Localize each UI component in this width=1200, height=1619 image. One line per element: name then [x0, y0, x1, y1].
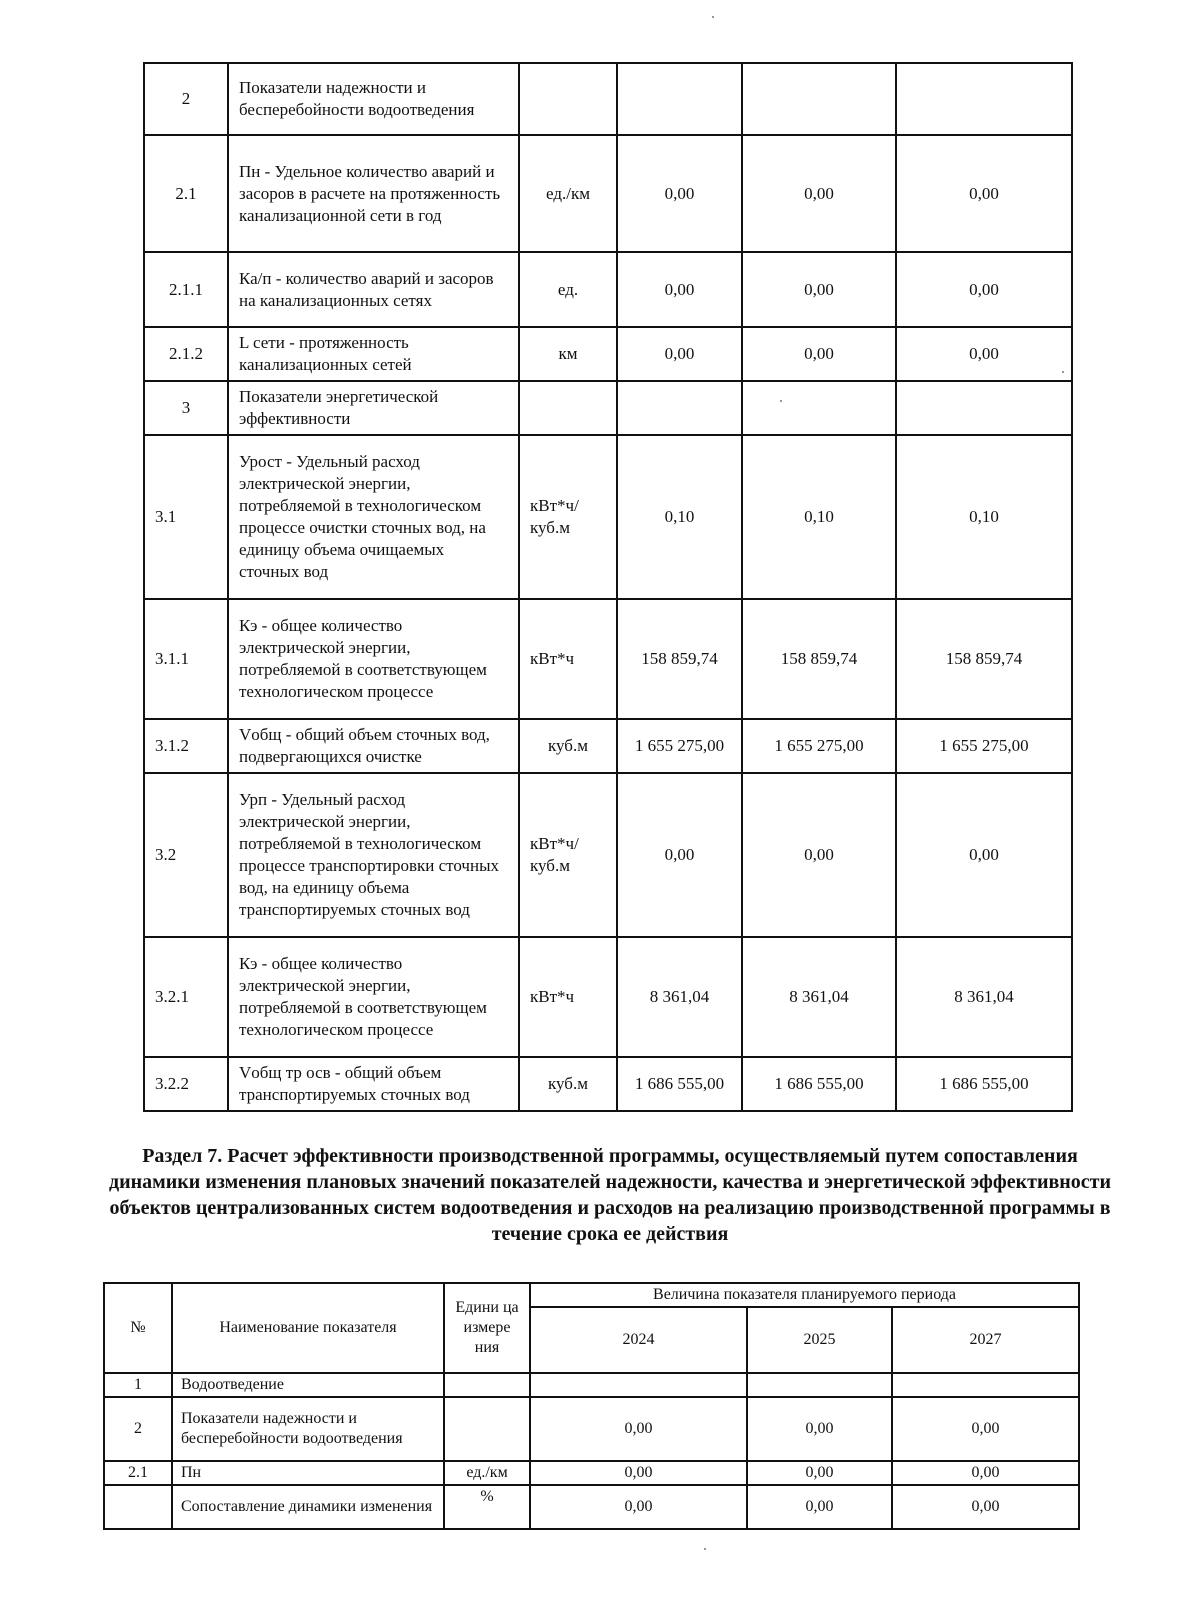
indicator-name: Показатели надежности и бесперебойности водоотведения	[228, 63, 519, 135]
scan-speck	[712, 16, 714, 18]
value-cell: 0,00	[742, 773, 896, 937]
unit-cell: км	[519, 327, 617, 381]
row-number: 2.1	[104, 1461, 172, 1485]
value-cell: 0,00	[892, 1485, 1079, 1529]
row-number: 3	[144, 381, 228, 435]
unit-cell: куб.м	[519, 719, 617, 773]
row-number: 3.1	[144, 435, 228, 599]
value-cell: 1 655 275,00	[896, 719, 1072, 773]
table-row	[144, 327, 1072, 381]
indicator-name: Vобщ тр осв - общий объем транспортируемых сточных вод	[228, 1057, 519, 1111]
value-cell	[747, 1373, 892, 1397]
value-cell: 0,10	[896, 435, 1072, 599]
row-number: 2.1	[144, 135, 228, 252]
value-cell	[892, 1373, 1079, 1397]
value-cell: 0,10	[742, 435, 896, 599]
value-cell	[617, 381, 742, 435]
row-number: 2.1.2	[144, 327, 228, 381]
row-number: 3.1.1	[144, 599, 228, 719]
value-cell: 0,00	[896, 773, 1072, 937]
value-cell: 1 686 555,00	[742, 1057, 896, 1111]
unit-cell: ед.	[519, 252, 617, 327]
value-cell: 0,00	[742, 252, 896, 327]
unit-cell: %	[444, 1485, 530, 1529]
value-cell: 0,00	[530, 1485, 747, 1529]
value-cell: 0,10	[617, 435, 742, 599]
indicator-name: Урп - Удельный расход электрической энергии, потребляемой в технологическом процессе транспортировки сточных вод, на единицу объема транспортируемых сточных вод	[228, 773, 519, 937]
value-cell: 158 859,74	[617, 599, 742, 719]
row-number: 2.1.1	[144, 252, 228, 327]
value-cell: 0,00	[530, 1461, 747, 1485]
indicator-name: Пн - Удельное количество аварий и засоров в расчете на протяженность канализационной сети в год	[228, 135, 519, 252]
value-cell: 0,00	[742, 327, 896, 381]
indicator-name: L сети - протяженность канализационных сетей	[228, 327, 519, 381]
table-row	[104, 1485, 1079, 1529]
indicator-name: Водоотведение	[172, 1373, 444, 1397]
indicator-name: Показатели энергетической эффективности	[228, 381, 519, 435]
scan-speck	[780, 400, 782, 402]
value-cell: 0,00	[617, 773, 742, 937]
section-heading: Раздел 7. Расчет эффективности производственной программы, осуществляемый путем сопоставления динамики изменения плановых значений показателей надежности, качества и энергетической эффективности объектов централизованных систем водоотведения и расходов на реализацию производственной программы в течение срока ее действия	[108, 1145, 1112, 1245]
name-header: Наименование показателя	[172, 1283, 444, 1373]
unit-cell: кВт*ч/ куб.м	[519, 435, 617, 599]
value-cell: 158 859,74	[896, 599, 1072, 719]
indicator-name: Урост - Удельный расход электрической энергии, потребляемой в технологическом процессе очистки сточных вод, на единицу объема очищаемых сточных вод	[228, 435, 519, 599]
value-cell: 0,00	[530, 1397, 747, 1461]
table-row	[104, 1397, 1079, 1461]
value-cell: 1 686 555,00	[617, 1057, 742, 1111]
period-header: Величина показателя планируемого периода	[530, 1283, 1079, 1307]
indicator-name: Кэ - общее количество электрической энергии, потребляемой в соответствующем технологическом процессе	[228, 599, 519, 719]
indicator-name: Кэ - общее количество электрической энергии, потребляемой в соответствующем технологическом процессе	[228, 937, 519, 1057]
row-number: 3.2	[144, 773, 228, 937]
table-row	[144, 135, 1072, 252]
value-cell: 0,00	[617, 252, 742, 327]
value-cell: 0,00	[896, 135, 1072, 252]
row-number: 3.1.2	[144, 719, 228, 773]
year-header: 2024	[530, 1307, 747, 1373]
value-cell: 0,00	[892, 1397, 1079, 1461]
table-row	[144, 1057, 1072, 1111]
scan-speck	[704, 1548, 706, 1550]
value-cell: 0,00	[896, 327, 1072, 381]
value-cell: 0,00	[742, 135, 896, 252]
table-row	[144, 937, 1072, 1057]
table-row	[144, 435, 1072, 599]
unit-cell: кВт*ч	[519, 599, 617, 719]
table-row	[144, 252, 1072, 327]
row-number: 3.2.1	[144, 937, 228, 1057]
value-cell: 0,00	[617, 135, 742, 252]
row-number: 1	[104, 1373, 172, 1397]
value-cell: 1 655 275,00	[617, 719, 742, 773]
indicator-name: Показатели надежности и бесперебойности водоотведения	[172, 1397, 444, 1461]
indicator-name: Пн	[172, 1461, 444, 1485]
unit-cell: кВт*ч/ куб.м	[519, 773, 617, 937]
indicators-table	[143, 62, 1073, 1112]
value-cell: 1 686 555,00	[896, 1057, 1072, 1111]
indicator-name: Сопоставление динамики изменения	[172, 1485, 444, 1529]
unit-header: Едини ца измере ния	[444, 1283, 530, 1373]
row-number: 2	[104, 1397, 172, 1461]
value-cell	[896, 381, 1072, 435]
unit-cell	[444, 1397, 530, 1461]
unit-cell: ед./км	[519, 135, 617, 252]
value-cell: 8 361,04	[742, 937, 896, 1057]
year-header: 2025	[747, 1307, 892, 1373]
value-cell: 0,00	[747, 1397, 892, 1461]
row-number: 3.2.2	[144, 1057, 228, 1111]
value-cell: 0,00	[747, 1461, 892, 1485]
value-cell	[617, 63, 742, 135]
table-row	[104, 1373, 1079, 1397]
value-cell: 1 655 275,00	[742, 719, 896, 773]
value-cell: 158 859,74	[742, 599, 896, 719]
year-header: 2027	[892, 1307, 1079, 1373]
indicator-name: Ка/п - количество аварий и засоров на канализационных сетях	[228, 252, 519, 327]
unit-cell	[444, 1373, 530, 1397]
value-cell: 0,00	[747, 1485, 892, 1529]
value-cell: 0,00	[896, 252, 1072, 327]
unit-cell	[519, 381, 617, 435]
value-cell	[742, 63, 896, 135]
value-cell	[742, 381, 896, 435]
unit-cell	[519, 63, 617, 135]
indicator-name: Vобщ - общий объем сточных вод, подвергающихся очистке	[228, 719, 519, 773]
value-cell: 8 361,04	[896, 937, 1072, 1057]
row-number	[104, 1485, 172, 1529]
unit-cell: кВт*ч	[519, 937, 617, 1057]
table-row	[144, 599, 1072, 719]
unit-cell: куб.м	[519, 1057, 617, 1111]
efficiency-table	[103, 1282, 1080, 1530]
header-row	[104, 1283, 1079, 1307]
value-cell: 0,00	[617, 327, 742, 381]
table-row	[144, 381, 1072, 435]
table-row	[144, 719, 1072, 773]
table-row	[144, 773, 1072, 937]
value-cell	[896, 63, 1072, 135]
scan-speck	[1062, 371, 1064, 373]
row-number: 2	[144, 63, 228, 135]
table-row	[144, 63, 1072, 135]
value-cell: 8 361,04	[617, 937, 742, 1057]
number-header: №	[104, 1283, 172, 1373]
table-row	[104, 1461, 1079, 1485]
unit-cell: ед./км	[444, 1461, 530, 1485]
value-cell	[530, 1373, 747, 1397]
value-cell: 0,00	[892, 1461, 1079, 1485]
